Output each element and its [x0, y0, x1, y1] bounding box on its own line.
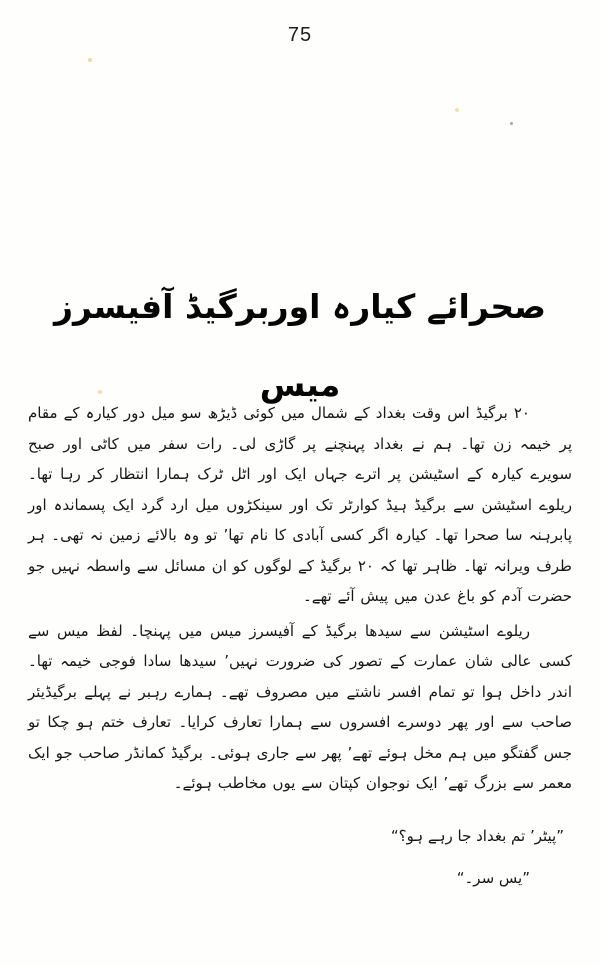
scan-speck — [510, 122, 513, 125]
body-paragraph-2: ریلوے اسٹیشن سے سیدھا برگیڈ کے آفیسرز میس میں پہنچا۔ لفظ میس سے کسی عالی شان عمارت کے تصور کی ضرورت نہیں’ سیدھا سادا فوجی خیمہ تھا۔ اندر داخل ہوا تو تمام افسر ناشتے میں مصروف تھے۔ ہمارے رہبر نے پہلے برگیڈیئر صاحب سے اور پھر دوسرے افسروں سے ہمارا تعارف کرایا۔ تعارف ختم ہو چکا تو جس گفتگو میں ہم مخل ہوئے تھے’ پھر سے جاری ہوئی۔ برگیڈ کمانڈر صاحب جو ایک معمر سے بزرگ تھے’ ایک نوجوان کپتان سے یوں مخاطب ہوئے۔ — [28, 621, 572, 792]
chapter-title: صحرائے کیارہ اوربرگیڈ آفیسرز میس — [53, 287, 547, 404]
scan-speck — [455, 108, 459, 112]
dialogue-line-peter: ”پیٹر’ تم بغداد جا رہے ہو؟“ — [390, 826, 564, 845]
dialogue-line-yes-sir: ”یس سر۔“ — [456, 868, 530, 887]
page-number: 75 — [287, 24, 313, 46]
scan-speck — [88, 58, 92, 62]
body-text-column — [28, 398, 572, 893]
body-paragraph-1: ۲۰ برگیڈ اس وقت بغداد کے شمال میں کوئی ڈیڑھ سو میل دور کیارہ کے مقام پر خیمہ زن تھا۔ ہم نے بغداد پہنچنے پر گاڑی لی۔ رات سفر میں کاٹی اور صبح سویرے کیارہ کے اسٹیشن پر اترے جہاں ایک اور اٹل ٹرک ہمارا انتظار کر رہا تھا۔ ریلوے اسٹیشن سے برگیڈ ہیڈ کوارٹر تک اور سینکڑوں میل ارد گرد ایک پسماندہ اور پابرہنہ سا صحرا تھا۔ کیارہ اگر کسی آبادی کا نام تھا’ تو وہ بالائے زمین نہ تھی۔ ہر طرف ویرانہ تھا۔ ظاہر تھا کہ ۲۰ برگیڈ کے لوگوں کو ان مسائل سے واسطہ نہیں جو حضرت آدم کو باغ عدن میں پیش آئے تھے۔ — [28, 404, 572, 605]
